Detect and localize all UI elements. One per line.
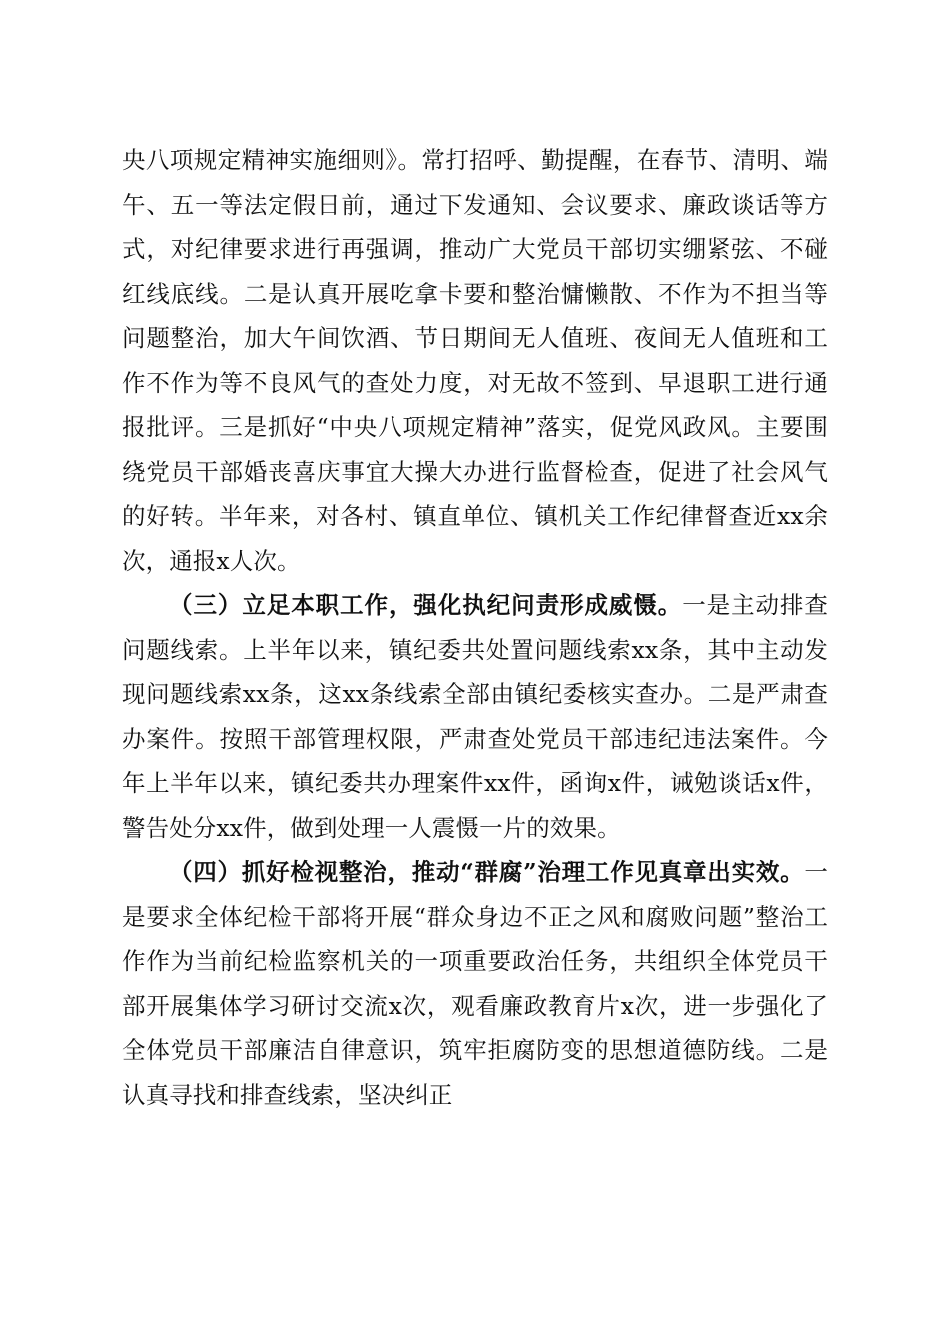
section-heading-four: （四）抓好检视整治，推动“群腐”治理工作见真章出实效。	[169, 858, 805, 886]
section-heading-three: （三）立足本职工作，强化执纪问责形成威慑。	[169, 591, 683, 619]
paragraph-section-three	[122, 583, 828, 850]
paragraph-text: 央八项规定精神实施细则》。常打招呼、勤提醒，在春节、清明、端午、五一等法定假日前，通过下发通知、会议要求、廉政谈话等方式，对纪律要求进行再强调，推动广大党员干部切实绷紧弦、不碰红线底线。二是认真开展吃拿卡要和整治慵懒散、不作为不担当等问题整治，加大午间饮酒、节日期间无人值班、夜间无人值班和工作不作为等不良风气的查处力度，对无故不签到、早退职工进行通报批评。三是抓好“中央八项规定精神”落实，促党风政风。主要围绕党员干部婚丧喜庆事宜大操大办进行监督检查，促进了社会风气的好转。半年来，对各村、镇直单位、镇机关工作纪律督查近xx余次，通报x人次。	[122, 146, 828, 575]
paragraph-text: 一是要求全体纪检干部将开展“群众身边不正之风和腐败问题”整治工作作为当前纪检监察机关的一项重要政治任务，共组织全体党员干部开展集体学习研讨交流x次，观看廉政教育片x次，进一步强化了全体党员干部廉洁自律意识，筑牢拒腐防变的思想道德防线。二是认真寻找和排查线索，坚决纠正	[122, 858, 828, 1109]
paragraph-continuation	[122, 138, 828, 583]
paragraph-text: 一是主动排查问题线索。上半年以来，镇纪委共处置问题线索xx条，其中主动发现问题线索xx条，这xx条线索全部由镇纪委核实查办。二是严肃查办案件。按照干部管理权限，严肃查处党员干部违纪违法案件。今年上半年以来，镇纪委共办理案件xx件，函询x件，诫勉谈话x件，警告处分xx件，做到处理一人震慑一片的效果。	[122, 591, 828, 842]
paragraph-section-four	[122, 850, 828, 1117]
document-body	[122, 138, 828, 1117]
